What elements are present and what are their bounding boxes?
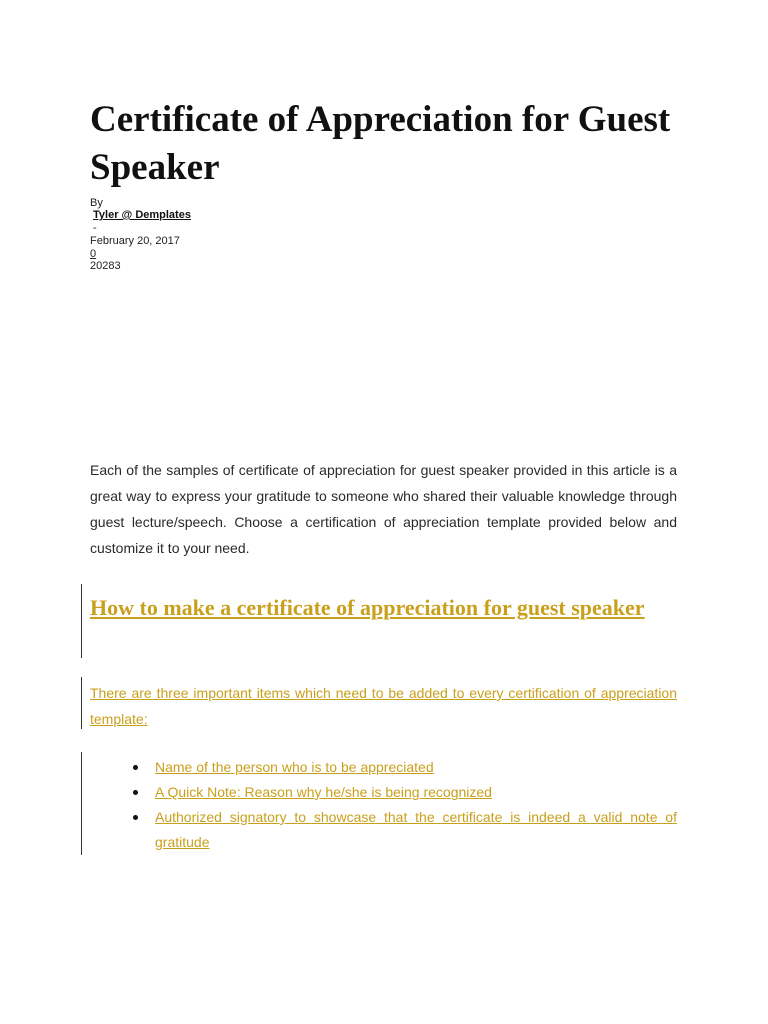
page-title: Certificate of Appreciation for Guest Speaker (90, 99, 671, 188)
blockquote-bar (81, 584, 82, 658)
required-items-list (128, 755, 677, 855)
list-item (128, 780, 677, 805)
meta-separator: - (93, 222, 97, 234)
blockquote-bar (81, 752, 82, 855)
author-link[interactable]: Tyler @ Demplates (93, 209, 191, 221)
list-item-link[interactable]: Name of the person who is to be appreciated (155, 759, 434, 775)
intro-paragraph: Each of the samples of certificate of appreciation for guest speaker provided in this article is a great way to express your gratitude to someone who shared their valuable knowledge through guest lecture/speech. Choose a certification of appreciation template provided below and customize it to your need. (90, 462, 677, 556)
bullet-dot-icon (133, 790, 138, 795)
byline-label: By (90, 197, 103, 209)
section-heading (90, 590, 690, 626)
view-count: 20283 (90, 260, 121, 272)
section-paragraph (90, 680, 677, 732)
section-paragraph-link[interactable]: There are three important items which need to be added to every certification of appreciation template: (90, 685, 677, 727)
list-item (128, 755, 677, 780)
comment-count-link[interactable]: 0 (90, 248, 97, 260)
publish-date: February 20, 2017 (90, 235, 180, 247)
blockquote-bar (81, 677, 82, 729)
bullet-dot-icon (133, 815, 138, 820)
list-item (128, 805, 677, 855)
list-item-link[interactable]: A Quick Note: Reason why he/she is being recognized (155, 784, 492, 800)
list-item-link[interactable]: Authorized signatory to showcase that the certificate is indeed a valid note of gratitude (155, 809, 677, 850)
bullet-dot-icon (133, 765, 138, 770)
section-heading-link[interactable]: How to make a certificate of appreciation for guest speaker (90, 595, 645, 620)
